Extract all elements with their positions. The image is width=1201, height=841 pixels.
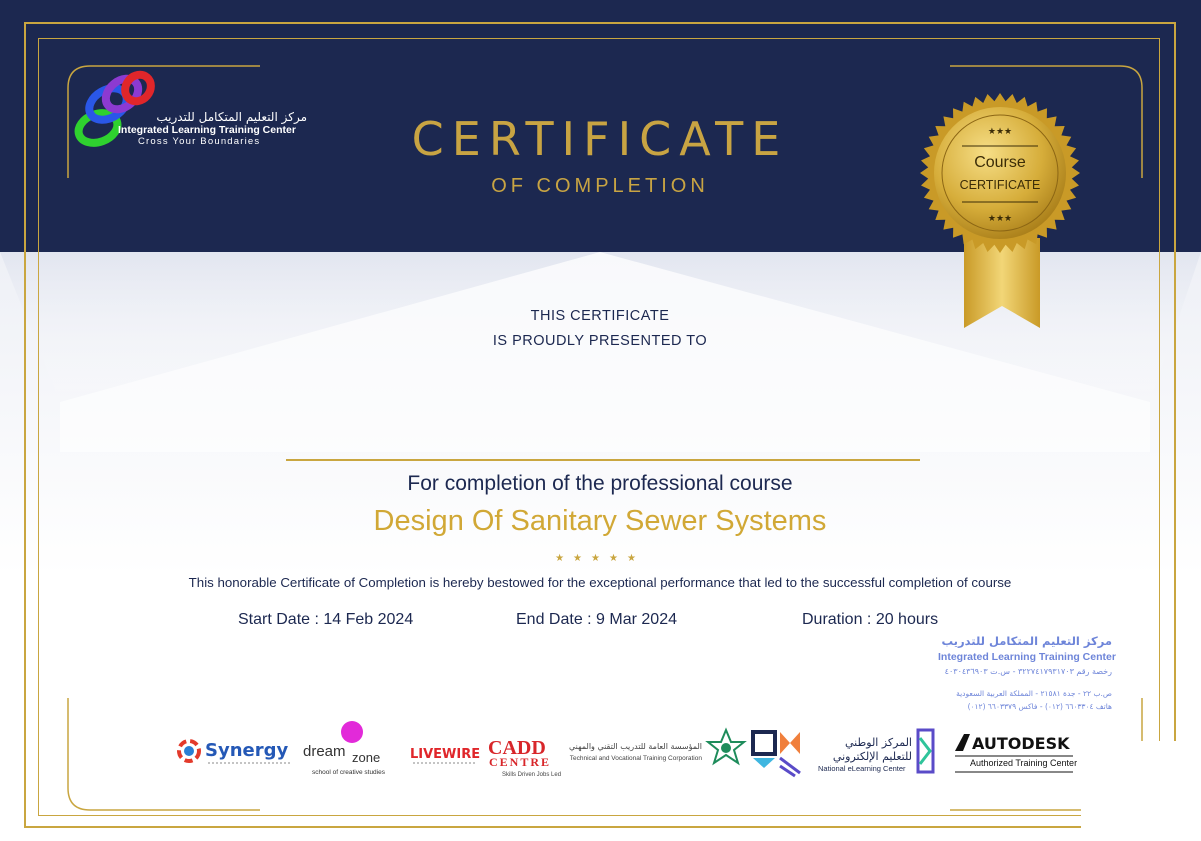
livewire-text: LIVEWIRE bbox=[410, 747, 481, 762]
certificate-subtitle: OF COMPLETION bbox=[491, 175, 709, 197]
nelc-arabic-1: المركز الوطني bbox=[845, 736, 912, 749]
completion-statement: For completion of the professional course bbox=[407, 472, 793, 495]
logo-english-name: Integrated Learning Training Center bbox=[118, 124, 296, 136]
presented-line-2: IS PROUDLY PRESENTED TO bbox=[492, 333, 708, 349]
course-duration: Duration : 20 hours bbox=[802, 611, 939, 628]
stamp-arabic-name: مركز التعليم المتكامل للتدريب bbox=[941, 634, 1112, 648]
seal-line1: Course bbox=[974, 154, 1026, 171]
end-date: End Date : 9 Mar 2024 bbox=[516, 611, 677, 628]
tvtc-english: Technical and Vocational Training Corporation bbox=[569, 755, 702, 762]
tvtc-logo bbox=[569, 730, 744, 763]
certificate-description: This honorable Certificate of Completion is hereby bestowed for the exceptional performance that led to the successful completion of course bbox=[188, 575, 1012, 590]
certificate-title: CERTIFICATE bbox=[411, 112, 789, 166]
autodesk-logo bbox=[955, 734, 1077, 772]
logo-tagline: Cross Your Boundaries bbox=[138, 136, 261, 147]
decorative-stars: ★★★★★ bbox=[555, 553, 645, 564]
dreamzone-text-2: zone bbox=[352, 750, 381, 765]
dreamzone-logo bbox=[303, 721, 386, 776]
recipient-name-line bbox=[286, 459, 920, 461]
start-date: Start Date : 14 Feb 2024 bbox=[238, 611, 414, 628]
stamp-registration: رخصة رقم ٣٢٢٧٤١٧٩٣١٧٠٣ - س.ت ٤٠٣٠٤٣٦٩٠٣ bbox=[944, 667, 1112, 676]
stamp-address: ص.ب ٢٢ - جدة ٢١٥٨١ - المملكة العربية السعودية bbox=[956, 689, 1112, 698]
seal-bottom-stars: ★★★ bbox=[987, 214, 1013, 224]
cadd-text: CADD bbox=[488, 737, 546, 759]
cadd-centre-logo bbox=[488, 737, 561, 778]
stamp-phone: هاتف ٦٦٠٣٣٠٤ (٠١٢) - فاكس ٦٦٠٣٣٧٩ (٠١٢) bbox=[967, 702, 1112, 711]
cadd-tagline: Skills Driven Jobs Led bbox=[502, 772, 562, 778]
nelc-arabic-2: للتعليم الإلكتروني bbox=[832, 750, 912, 763]
presented-line-1: THIS CERTIFICATE bbox=[530, 308, 670, 324]
dreamzone-subtitle: school of creative studies bbox=[312, 769, 385, 776]
course-name: Design Of Sanitary Sewer Systems bbox=[373, 505, 827, 537]
seal-top-stars: ★★★ bbox=[987, 127, 1013, 137]
nelc-english: National eLearning Center bbox=[818, 764, 906, 773]
gold-seal-badge bbox=[912, 88, 1092, 338]
partner-logos-strip bbox=[0, 718, 1201, 788]
pmi-logo bbox=[753, 732, 800, 776]
synergy-logo bbox=[179, 740, 290, 763]
synergy-text: Synergy bbox=[205, 740, 289, 761]
tvtc-arabic: المؤسسة العامة للتدريب التقني والمهني bbox=[568, 742, 702, 751]
nelc-logo bbox=[818, 730, 933, 773]
livewire-logo bbox=[410, 747, 480, 763]
stamp-english-name: Integrated Learning Training Center bbox=[938, 651, 1116, 663]
centre-text: CENTRE bbox=[489, 755, 552, 769]
seal-line2: CERTIFICATE bbox=[959, 178, 1041, 192]
logo-arabic-name: مركز التعليم المتكامل للتدريب bbox=[156, 110, 307, 124]
dreamzone-text: dream bbox=[303, 743, 346, 760]
autodesk-subtitle: Authorized Training Center bbox=[970, 758, 1078, 768]
autodesk-text: AUTODESK bbox=[972, 734, 1070, 753]
